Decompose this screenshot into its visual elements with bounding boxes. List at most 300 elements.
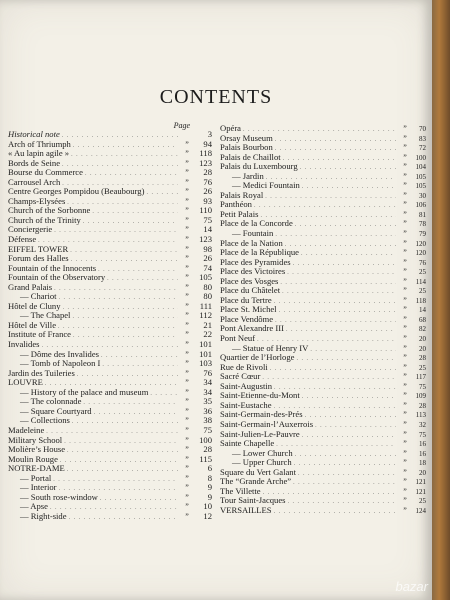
toc-entry-page: 112 [199,310,212,321]
leader-dots [101,352,178,362]
toc-entry-title: — Portal [20,472,52,483]
toc-entry-title: Saint-Germain-des-Prés [220,409,303,420]
leader-dots [58,323,178,333]
ditto-mark: ” [403,133,407,143]
toc-entry-page: 38 [203,415,212,426]
toc-entry-page: 98 [203,243,212,254]
toc-column-left [8,121,212,521]
ditto-mark: ” [185,168,189,178]
toc-entry-title: Fountain of the Innocents [8,262,97,273]
toc-entry-page: 120 [415,239,426,248]
toc-entry-title: — Dôme des Invalides [20,348,99,359]
toc-entry-page: 32 [419,420,426,429]
toc-entry-title: Molière’s House [8,444,66,455]
toc-entry-title: Arch of Thriumph [8,138,71,149]
ditto-mark: ” [403,391,407,401]
toc-entry-title: LOUVRE [8,377,43,388]
leader-dots [274,508,396,518]
toc-entry-title: — Collections [20,415,70,426]
ditto-mark: ” [185,378,189,388]
toc-entry-title: Place de la Concorde [220,218,293,229]
page-title: CONTENTS [159,86,273,108]
toc-entry-title: Défense [8,234,37,245]
toc-entry-page: 123 [199,157,212,168]
ditto-mark: ” [403,276,407,286]
ditto-mark: ” [403,496,407,506]
toc-entry-title: Church of the Trinity [8,214,81,225]
toc-entry-page: 115 [199,453,212,464]
leader-dots [293,479,396,489]
toc-entry-page: 111 [199,300,212,311]
toc-entry-page: 75 [203,214,212,225]
ditto-mark: ” [185,196,189,206]
leader-dots [254,202,396,212]
leader-dots [293,260,396,270]
toc-entry-page: 81 [419,210,426,219]
ditto-mark: ” [403,314,407,324]
leader-dots [73,142,178,152]
toc-entry-title: « Au lapin agile » [8,148,70,159]
ditto-mark: ” [185,235,189,245]
toc-entry-title: NOTRE-DAME [8,463,65,474]
toc-entry-title: Place du Tertre [220,294,272,305]
leader-dots [83,218,178,228]
ditto-mark: ” [403,267,407,277]
ditto-mark: ” [403,467,407,477]
leader-dots [285,241,396,251]
ditto-mark: ” [185,368,189,378]
leader-dots [296,355,396,365]
toc-entry-page: 22 [203,329,212,340]
leader-dots [60,457,178,467]
toc-entry-title: Place du Châtelet [220,285,281,296]
leader-dots [275,231,396,241]
toc-entry-page: 36 [203,405,212,416]
toc-entry-page: 16 [419,449,426,458]
toc-entry-title: Institute of France [8,329,72,340]
toc-entry-page: 75 [419,430,426,439]
ditto-mark: ” [185,215,189,225]
toc-entry-title: — Medici Fountain [232,180,300,191]
leader-dots [83,399,178,409]
page-column-header [8,121,212,130]
leader-dots [275,317,396,327]
leader-dots [70,247,178,257]
page-label: Page [173,121,190,130]
ditto-mark: ” [185,206,189,216]
toc-entry-page: 101 [199,348,212,359]
ditto-mark: ” [403,458,407,468]
ditto-mark: ” [403,162,407,172]
leader-dots [102,361,178,371]
toc-entry-page: 106 [415,201,426,210]
leader-dots [282,288,396,298]
toc-entry [220,506,426,516]
ditto-mark: ” [403,381,407,391]
ditto-mark: ” [185,483,189,493]
leader-dots [64,438,178,448]
toc-entry-title: Quartier de l’Horloge [220,352,295,363]
ditto-mark: ” [185,340,189,350]
ditto-mark: ” [403,152,407,162]
ditto-mark: ” [185,282,189,292]
toc-entry-page: 120 [415,249,426,258]
toc-entry-page: 101 [199,339,212,350]
ditto-mark: ” [185,425,189,435]
leader-dots [274,298,396,308]
toc-entry-title: Pont Alexandre III [220,323,284,334]
leader-dots [315,422,396,432]
leader-dots [310,346,396,356]
toc-entry-title: Orsay Museum [220,132,273,143]
toc-entry-page: 105 [199,272,212,283]
ditto-mark: ” [185,273,189,283]
leader-dots [275,136,396,146]
toc-entry-title: The “Grande Arche” [220,476,292,487]
leader-dots [92,208,178,218]
toc-entry-page: 105 [415,182,426,191]
ditto-mark: ” [185,445,189,455]
toc-entry-page: 9 [207,482,212,493]
toc-entry-title: Palais Bourbon [220,142,273,153]
toc-entry-page: 103 [199,358,212,369]
ditto-mark: ” [403,124,407,133]
toc-entry-page: 76 [203,367,212,378]
ditto-mark: ” [185,244,189,254]
leader-dots [302,183,396,193]
toc-entry-page: 83 [419,134,426,143]
ditto-mark: ” [185,464,189,474]
toc-entry-title: Petit Palais [220,208,259,219]
ditto-mark: ” [403,143,407,153]
ditto-mark: ” [185,139,189,149]
toc-entry-page: 74 [203,262,212,273]
toc-entry-page: 30 [419,191,426,200]
toc-entry-title: Saint-Eustache [220,399,272,410]
ditto-mark: ” [403,429,407,439]
toc-entry-title: Pont Neuf [220,333,256,344]
toc-entry-title: Forum des Halles [8,253,69,264]
toc-entry-page: 72 [419,144,426,153]
toc-entry-title: Saint-Augustin [220,380,273,391]
toc-entry-title: Carrousel Arch [8,176,61,187]
toc-entry-page: 14 [203,224,212,235]
toc-entry-page: 121 [415,487,426,496]
toc-entry-page: 28 [203,444,212,455]
leader-dots [294,460,396,470]
ditto-mark: ” [185,349,189,359]
ditto-mark: ” [403,372,407,382]
toc-entry-title: Invalides [8,339,40,350]
toc-entry-page: 118 [199,148,212,159]
leader-dots [265,193,396,203]
leader-dots [77,371,178,381]
toc-entry-title: Place des Pyramides [220,256,291,267]
toc-entry-title: — The colonnade [20,396,82,407]
leader-dots [305,412,396,422]
leader-dots [262,374,396,384]
toc-entry-title: Fountain of the Observatory [8,272,106,283]
leader-dots [54,285,178,295]
toc-entry-title: Saint-Etienne-du-Mont [220,390,300,401]
ditto-mark: ” [185,263,189,273]
ditto-mark: ” [403,505,407,515]
ditto-mark: ” [185,149,189,159]
ditto-mark: ” [403,181,407,191]
toc-entry-page: 20 [419,468,426,477]
toc-entry-page: 117 [415,373,426,382]
ditto-mark: ” [185,311,189,321]
ditto-mark: ” [185,330,189,340]
ditto-mark: ” [403,419,407,429]
toc-entry-page: 25 [419,363,426,372]
toc-entry-page: 70 [419,125,426,133]
toc-entry-title: — Chariot [20,291,57,302]
toc-entry-page: 34 [203,377,212,388]
ditto-mark: ” [185,454,189,464]
toc-entry-title: Historical note [8,129,60,139]
ditto-mark: ” [185,387,189,397]
ditto-mark: ” [185,320,189,330]
toc-entry-title: — Jardin [232,170,264,181]
toc-entry-page: 6 [207,463,212,474]
toc-entry-page: 9 [207,491,212,502]
toc-entry-title: Champs-Elysées [8,195,66,206]
toc-entry-page: 20 [419,335,426,344]
leader-dots [72,418,178,428]
leader-dots [59,294,178,304]
ditto-mark: ” [185,511,189,521]
ditto-mark: ” [403,190,407,200]
toc-entry-title: Tour Saint-Jacques [220,495,286,506]
toc-entry [8,512,212,522]
ditto-mark: ” [185,158,189,168]
toc-entry-title: Palais Royal [220,189,264,200]
toc-entry-page: 25 [419,287,426,296]
toc-entry-title: — South rose-window [20,491,98,502]
ditto-mark: ” [403,229,407,239]
toc-entry-page: 21 [203,319,212,330]
toc-entry-title: Military School [8,434,63,445]
toc-entry-page: 28 [419,401,426,410]
ditto-mark: ” [403,286,407,296]
toc-entry-page: 28 [203,167,212,178]
toc-entry-page: 100 [199,434,212,445]
leader-dots [73,332,178,342]
toc-entry-page: 109 [415,392,426,401]
ditto-mark: ” [403,200,407,210]
toc-entry-page: 76 [203,176,212,187]
leader-dots [63,304,178,314]
toc-entry-title: Sacré Cœur [220,371,261,382]
toc-entry-page: 110 [199,205,212,216]
leader-dots [71,151,178,161]
leader-dots [67,447,178,457]
toc-entry-page: 78 [419,220,426,229]
toc-entry-title: — Right-side [20,510,67,521]
toc-entry-page: 76 [419,258,426,267]
leader-dots [298,470,396,480]
ditto-mark: ” [185,435,189,445]
ditto-mark: ” [185,397,189,407]
ditto-mark: ” [185,177,189,187]
leader-dots [50,504,178,514]
leader-dots [276,441,396,451]
toc-entry-title: — Statue of Henry IV [232,342,309,353]
ditto-mark: ” [185,292,189,302]
toc-entry-page: 26 [203,253,212,264]
leader-dots [279,307,396,317]
leader-dots [69,514,178,524]
ditto-mark: ” [403,305,407,315]
toc-entry-page: 25 [419,268,426,277]
toc-entry-page: 28 [419,354,426,363]
leader-dots [150,390,178,400]
toc-entry-page: 12 [203,510,212,521]
toc-entry-title: Hôtel de Cluny [8,300,61,311]
leader-dots [100,495,178,505]
toc-entry-title: Place des Vosges [220,275,279,286]
ditto-mark: ” [403,295,407,305]
toc-entry-page: 75 [419,382,426,391]
leader-dots [98,266,178,276]
toc-entry-title: Square du Vert Galant [220,466,296,477]
ditto-mark: ” [403,324,407,334]
toc-entry-page: 10 [203,501,212,512]
leader-dots [302,432,396,442]
toc-entry-title: Place Vendôme [220,313,274,324]
toc-entry-title: Conciergerie [8,224,53,235]
toc-entry-title: Palais de Chaillot [220,151,281,162]
leader-dots [275,145,396,155]
leader-dots [146,189,178,199]
toc-entry-page: 34 [203,386,212,397]
leader-dots [107,275,178,285]
ditto-mark: ” [403,209,407,219]
toc-column-right [220,124,426,515]
toc-entry-title: Centre Georges Pompidou (Beaubourg) [8,186,145,197]
toc-entry-title: — Tomb of Napoleon I [20,358,101,369]
ditto-mark: ” [403,362,407,372]
ditto-mark: ” [185,492,189,502]
toc-entry-title: — Lower Church [232,447,293,458]
toc-entry-title: Sainte Chapelle [220,438,275,449]
toc-entry-title: — The Chapel [20,310,71,321]
toc-entry-title: — Interior [20,482,57,493]
toc-entry-page: 68 [419,315,426,324]
toc-entry-page: 80 [203,291,212,302]
leader-dots [46,428,178,438]
toc-entry-page: 105 [415,172,426,181]
ditto-mark: ” [185,301,189,311]
toc-entry-page: 26 [203,186,212,197]
toc-entry-page: 80 [203,281,212,292]
ditto-mark: ” [185,254,189,264]
leader-dots [94,409,178,419]
book-edge [432,0,450,600]
ditto-mark: ” [403,248,407,258]
leader-dots [280,279,396,289]
ditto-mark: ” [403,410,407,420]
ditto-mark: ” [403,353,407,363]
toc-entry-title: Madeleine [8,424,45,435]
toc-entry-title: — Apse [20,501,48,512]
toc-entry-page: 93 [203,195,212,206]
ditto-mark: ” [185,225,189,235]
leader-dots [283,155,396,165]
leader-dots [295,221,396,231]
toc-entry-title: Church of the Sorbonne [8,205,91,216]
ditto-mark: ” [403,448,407,458]
toc-entry-title: Palais du Luxembourg [220,161,298,172]
leader-dots [53,476,178,486]
toc-entry-page: 16 [419,440,426,449]
toc-entry-page: 113 [415,411,426,420]
toc-entry-title: — Fountain [232,228,274,239]
toc-entry-page: 94 [203,138,212,149]
toc-entry-page: 124 [415,506,426,515]
toc-entry-title: Rue de Rivoli [220,361,268,372]
leader-dots [288,498,396,508]
leader-dots [270,365,396,375]
leader-dots [54,227,178,237]
leader-dots [300,164,396,174]
toc-entry-page: 79 [419,230,426,239]
toc-entry-title: Place de la République [220,247,299,258]
leader-dots [67,466,178,476]
ditto-mark: ” [403,257,407,267]
toc-entry-title: Moulin Rouge [8,453,58,464]
ditto-mark: ” [403,477,407,487]
toc-entry-title: Bourse du Commerce [8,167,83,178]
toc-entry-page: 18 [419,459,426,468]
toc-entry-title: Place des Victoires [220,266,286,277]
toc-entry-page: 118 [415,296,426,305]
leader-dots [286,326,396,336]
ditto-mark: ” [403,334,407,344]
toc-entry-title: VERSAILLES [220,504,272,515]
toc-entry-title: Bords de Seine [8,157,61,168]
ditto-mark: ” [403,219,407,229]
toc-entry-title: Grand Palais [8,281,53,292]
toc-entry-title: Saint-Julien-Le-Pauvre [220,428,300,439]
ditto-mark: ” [403,171,407,181]
toc-entry-page: 8 [207,472,212,483]
toc-entry-title: Jardin des Tuileries [8,367,75,378]
toc-entry-page: 3 [207,129,212,139]
ditto-mark: ” [403,400,407,410]
toc-entry-page: 123 [199,234,212,245]
leader-dots [72,313,178,323]
toc-entry-page: 75 [203,424,212,435]
toc-entry-page: 82 [419,325,426,334]
toc-entry-page: 25 [419,497,426,506]
ditto-mark: ” [403,343,407,353]
leader-dots [62,132,178,142]
toc-entry-title: Place St. Michel [220,304,277,315]
toc-entry-page: 121 [415,478,426,487]
toc-entry-title: Saint-Germain-l’Auxerrois [220,418,314,429]
ditto-mark: ” [403,439,407,449]
toc-entry-title: Place de la Nation [220,237,283,248]
toc-entry-page: 100 [415,153,426,162]
toc-entry-title: — Square Courtyard [20,405,92,416]
toc-entry-title: EIFFEL TOWER [8,243,69,254]
leader-dots [295,451,396,461]
ditto-mark: ” [403,238,407,248]
ditto-mark: ” [185,359,189,369]
toc-entry-title: Opéra [220,123,241,133]
